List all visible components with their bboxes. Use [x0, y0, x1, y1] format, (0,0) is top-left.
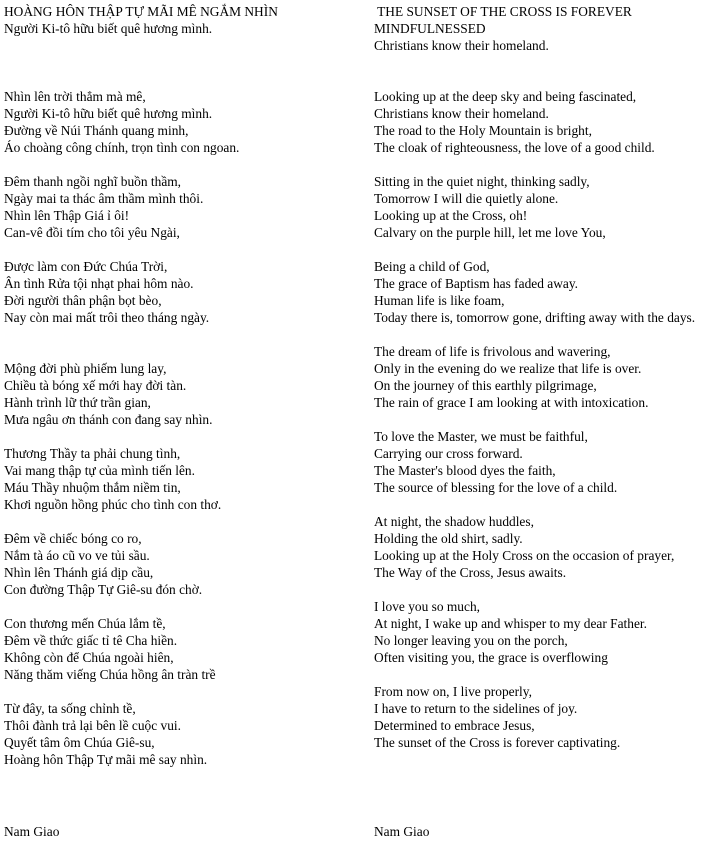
author-name-vi: Nam Giao [4, 824, 60, 839]
verse-line: Đêm thanh ngồi nghĩ buồn thầm, [4, 174, 182, 189]
stanza-vi-4 [4, 360, 354, 428]
poem-title-vi: HOÀNG HÔN THẬP TỰ MÃI MÊ NGẮM NHÌN [4, 4, 278, 19]
verse-line: Holding the old shirt, sadly. [374, 531, 523, 546]
verse-line: Ân tình Rửa tội nhạt phai hôm nào. [4, 276, 194, 291]
verse-line: Thương Thầy ta phải chung tình, [4, 446, 181, 461]
stanza-vi-6 [4, 530, 354, 598]
stanza-en-1 [374, 88, 710, 156]
verse-line: Khơi nguồn hồng phúc cho tình con thơ. [4, 497, 222, 512]
verse-line: At night, the shadow huddles, [374, 514, 534, 529]
poem-title-en-line1: THE SUNSET OF THE CROSS IS FOREVER [374, 4, 632, 19]
verse-line: Today there is, tomorrow gone, drifting away with the days. [374, 310, 696, 325]
verse-line: Hoàng hôn Thập Tự mãi mê say nhìn. [4, 752, 208, 767]
verse-line: Vai mang thập tự của mình tiến lên. [4, 463, 195, 478]
vietnamese-poem [4, 3, 354, 768]
verse-line: Đường về Núi Thánh quang minh, [4, 123, 189, 138]
verse-line: Được làm con Đức Chúa Trời, [4, 259, 168, 274]
stanza-vi-1 [4, 88, 354, 156]
poem-title-en-line2: MINDFULNESSED [374, 21, 486, 36]
verse-line: Tomorrow I will die quietly alone. [374, 191, 559, 206]
verse-line: Nắm tà áo cũ vo ve tủi sầu. [4, 548, 150, 563]
verse-line: Thôi đành trả lại bên lề cuộc vui. [4, 718, 181, 733]
verse-line: Looking up at the Holy Cross on the occasion of prayer, [374, 548, 675, 563]
stanza-vi-5 [4, 445, 354, 513]
verse-line: The sunset of the Cross is forever captivating. [374, 735, 621, 750]
verse-line: Being a child of God, [374, 259, 490, 274]
verse-line: Christians know their homeland. [374, 106, 549, 121]
verse-line: Nhìn lên Thập Giá ỉ ôi! [4, 208, 130, 223]
verse-line: The grace of Baptism has faded away. [374, 276, 578, 291]
english-poem [374, 3, 710, 751]
stanza-en-3 [374, 258, 710, 326]
verse-line: Năng thăm viếng Chúa hồng ân tràn trề [4, 667, 216, 682]
verse-line: Carrying our cross forward. [374, 446, 523, 461]
verse-line: Calvary on the purple hill, let me love You, [374, 225, 606, 240]
verse-line: Đêm về thức giấc tỉ tê Cha hiền. [4, 633, 178, 648]
verse-line: Human life is like foam, [374, 293, 505, 308]
verse-line: Often visiting you, the grace is overflowing [374, 650, 608, 665]
verse-line: Con thương mến Chúa lắm tề, [4, 616, 166, 631]
verse-line: Áo choàng công chính, trọn tình con ngoan. [4, 140, 240, 155]
verse-line: No longer leaving you on the porch, [374, 633, 568, 648]
verse-line: Sitting in the quiet night, thinking sadly, [374, 174, 590, 189]
stanza-en-6 [374, 513, 710, 581]
verse-line: Looking up at the Cross, oh! [374, 208, 528, 223]
verse-line: On the journey of this earthly pilgrimage, [374, 378, 597, 393]
stanza-en-5 [374, 428, 710, 496]
verse-line: Đời người thân phận bọt bèo, [4, 293, 162, 308]
verse-line: The dream of life is frivolous and wavering, [374, 344, 611, 359]
verse-line: Looking up at the deep sky and being fascinated, [374, 89, 637, 104]
verse-line: Determined to embrace Jesus, [374, 718, 535, 733]
verse-line: Quyết tâm ôm Chúa Giê-su, [4, 735, 155, 750]
verse-line: Can-vê đồi tím cho tôi yêu Ngài, [4, 225, 180, 240]
verse-line: The cloak of righteousness, the love of a good child. [374, 140, 655, 155]
verse-line: Từ đây, ta sống chỉnh tề, [4, 701, 136, 716]
verse-line: I love you so much, [374, 599, 480, 614]
verse-line: Only in the evening do we realize that life is over. [374, 361, 642, 376]
poem-subtitle-vi: Người Ki-tô hữu biết quê hương mình. [4, 21, 213, 36]
verse-line: At night, I wake up and whisper to my dear Father. [374, 616, 647, 631]
verse-line: The source of blessing for the love of a child. [374, 480, 618, 495]
verse-line: The Master's blood dyes the faith, [374, 463, 556, 478]
stanza-vi-2 [4, 173, 354, 241]
verse-line: Hành trình lữ thứ trần gian, [4, 395, 151, 410]
verse-line: Nhìn lên Thánh giá dịp cầu, [4, 565, 154, 580]
verse-line: Mưa ngâu ơn thánh con đang say nhìn. [4, 412, 213, 427]
stanza-vi-7 [4, 615, 354, 683]
author-name-en: Nam Giao [374, 824, 430, 839]
verse-line: Ngày mai ta thác âm thầm mình thôi. [4, 191, 204, 206]
verse-line: I have to return to the sidelines of joy. [374, 701, 578, 716]
verse-line: Nay còn mai mất trôi theo tháng ngày. [4, 310, 210, 325]
verse-line: Máu Thầy nhuộm thắm niềm tin, [4, 480, 181, 495]
stanza-vi-8 [4, 700, 354, 768]
stanza-en-8 [374, 683, 710, 751]
verse-line: The road to the Holy Mountain is bright, [374, 123, 592, 138]
verse-line: Mộng đời phù phiếm lung lay, [4, 361, 167, 376]
verse-line: Nhìn lên trời thẳm mà mê, [4, 89, 146, 104]
verse-line: The rain of grace I am looking at with intoxication. [374, 395, 649, 410]
verse-line: Con đường Thập Tự Giê-su đón chờ. [4, 582, 203, 597]
verse-line: The Way of the Cross, Jesus awaits. [374, 565, 567, 580]
poem-subtitle-en: Christians know their homeland. [374, 38, 549, 53]
stanza-en-2 [374, 173, 710, 241]
verse-line: Người Ki-tô hữu biết quê hương mình. [4, 106, 213, 121]
verse-line: Đêm về chiếc bóng co ro, [4, 531, 142, 546]
stanza-en-7 [374, 598, 710, 666]
verse-line: Chiều tà bóng xế mới hay đời tàn. [4, 378, 187, 393]
stanza-vi-3 [4, 258, 354, 326]
verse-line: From now on, I live properly, [374, 684, 532, 699]
verse-line: To love the Master, we must be faithful, [374, 429, 588, 444]
stanza-en-4 [374, 343, 710, 411]
verse-line: Không còn để Chúa ngoài hiên, [4, 650, 174, 665]
